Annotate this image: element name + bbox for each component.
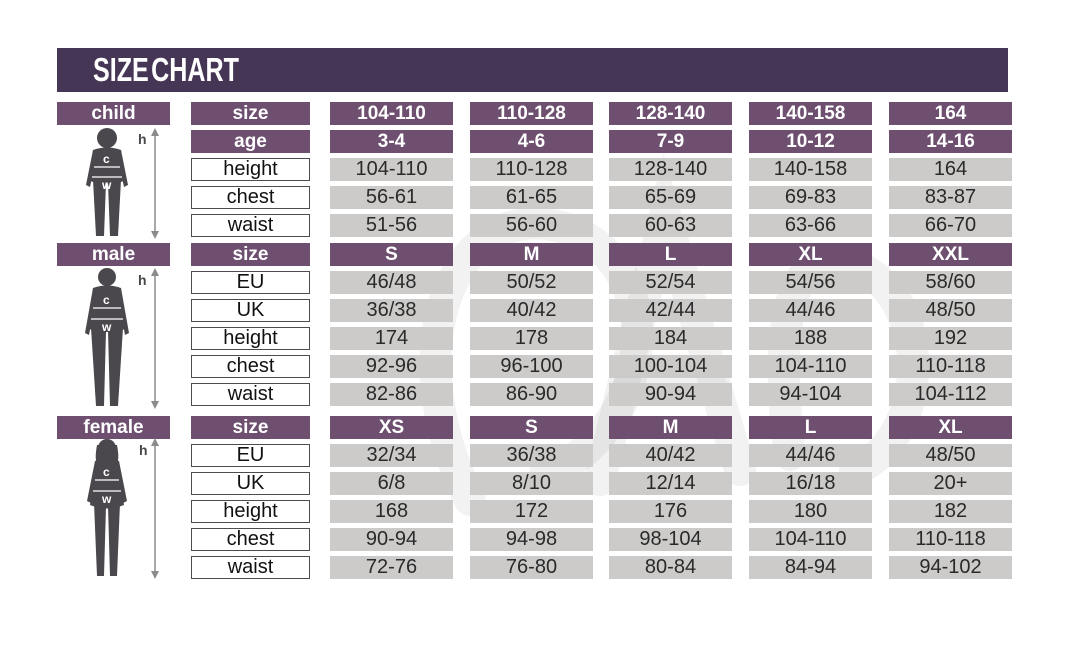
female-row-label-chest: chest (191, 528, 310, 551)
female-size-value: XS (330, 416, 453, 439)
female-waist-value: 94-102 (889, 556, 1012, 579)
female-EU-value: 40/42 (609, 444, 732, 467)
header-bar (57, 48, 1008, 92)
female-UK-value: 12/14 (609, 472, 732, 495)
female-row-label-waist: waist (191, 556, 310, 579)
child-height-value: 140-158 (749, 158, 872, 181)
female-size-value: S (470, 416, 593, 439)
male-size-value: S (330, 243, 453, 266)
male-UK-value: 40/42 (470, 299, 593, 322)
svg-text:h: h (138, 131, 147, 147)
male-EU-value: 54/56 (749, 271, 872, 294)
male-chest-value: 92-96 (330, 355, 453, 378)
child-row-label-height: height (191, 158, 310, 181)
female-chest-value: 94-98 (470, 528, 593, 551)
female-UK-value: 6/8 (330, 472, 453, 495)
child-chest-value: 83-87 (889, 186, 1012, 209)
page-title: SIZE CHART (93, 51, 239, 88)
child-waist-value: 66-70 (889, 214, 1012, 237)
child-row-label-age: age (191, 130, 310, 153)
female-UK-value: 20+ (889, 472, 1012, 495)
child-waist-value: 56-60 (470, 214, 593, 237)
child-row-label-chest: chest (191, 186, 310, 209)
child-row-label-waist: waist (191, 214, 310, 237)
svg-text:w: w (102, 178, 112, 192)
category-female: female (57, 416, 170, 439)
child-size-value: 128-140 (609, 102, 732, 125)
male-row-label-UK: UK (191, 299, 310, 322)
child-waist-value: 63-66 (749, 214, 872, 237)
male-silhouette-icon (60, 267, 172, 410)
child-age-value: 14-16 (889, 130, 1012, 153)
female-row-label-UK: UK (191, 472, 310, 495)
svg-text:w: w (102, 492, 112, 506)
male-row-label-chest: chest (191, 355, 310, 378)
child-size-value: 104-110 (330, 102, 453, 125)
female-size-value: M (609, 416, 732, 439)
male-row-label-size: size (191, 243, 310, 266)
female-chest-value: 90-94 (330, 528, 453, 551)
male-UK-value: 42/44 (609, 299, 732, 322)
child-size-value: 110-128 (470, 102, 593, 125)
svg-text:c: c (103, 465, 110, 479)
child-age-value: 3-4 (330, 130, 453, 153)
child-size-value: 140-158 (749, 102, 872, 125)
svg-text:c: c (103, 293, 110, 307)
child-height-value: 164 (889, 158, 1012, 181)
female-waist-value: 84-94 (749, 556, 872, 579)
male-UK-value: 36/38 (330, 299, 453, 322)
category-child: child (57, 102, 170, 125)
female-EU-value: 32/34 (330, 444, 453, 467)
male-UK-value: 48/50 (889, 299, 1012, 322)
child-height-value: 104-110 (330, 158, 453, 181)
male-waist-value: 104-112 (889, 383, 1012, 406)
child-silhouette-icon (60, 127, 172, 240)
male-EU-value: 46/48 (330, 271, 453, 294)
child-chest-value: 65-69 (609, 186, 732, 209)
male-height-value: 184 (609, 327, 732, 350)
male-chest-value: 104-110 (749, 355, 872, 378)
male-size-value: XL (749, 243, 872, 266)
child-chest-value: 61-65 (470, 186, 593, 209)
child-waist-value: 51-56 (330, 214, 453, 237)
male-height-value: 188 (749, 327, 872, 350)
male-height-value: 174 (330, 327, 453, 350)
child-height-value: 128-140 (609, 158, 732, 181)
female-waist-value: 80-84 (609, 556, 732, 579)
male-EU-value: 50/52 (470, 271, 593, 294)
female-height-value: 180 (749, 500, 872, 523)
female-chest-value: 98-104 (609, 528, 732, 551)
female-row-label-height: height (191, 500, 310, 523)
svg-text:h: h (138, 272, 147, 288)
female-chest-value: 104-110 (749, 528, 872, 551)
male-EU-value: 52/54 (609, 271, 732, 294)
male-waist-value: 82-86 (330, 383, 453, 406)
child-age-value: 10-12 (749, 130, 872, 153)
male-chest-value: 96-100 (470, 355, 593, 378)
female-row-label-EU: EU (191, 444, 310, 467)
male-row-label-waist: waist (191, 383, 310, 406)
child-height-value: 110-128 (470, 158, 593, 181)
child-chest-value: 69-83 (749, 186, 872, 209)
male-size-value: M (470, 243, 593, 266)
male-size-value: XXL (889, 243, 1012, 266)
child-waist-value: 60-63 (609, 214, 732, 237)
female-size-value: L (749, 416, 872, 439)
female-waist-value: 72-76 (330, 556, 453, 579)
female-chest-value: 110-118 (889, 528, 1012, 551)
svg-text:w: w (102, 320, 112, 334)
child-row-label-size: size (191, 102, 310, 125)
female-silhouette-icon (60, 437, 172, 580)
male-waist-value: 94-104 (749, 383, 872, 406)
male-waist-value: 90-94 (609, 383, 732, 406)
male-size-value: L (609, 243, 732, 266)
child-size-value: 164 (889, 102, 1012, 125)
male-chest-value: 100-104 (609, 355, 732, 378)
child-chest-value: 56-61 (330, 186, 453, 209)
male-waist-value: 86-90 (470, 383, 593, 406)
male-EU-value: 58/60 (889, 271, 1012, 294)
female-size-value: XL (889, 416, 1012, 439)
male-UK-value: 44/46 (749, 299, 872, 322)
female-EU-value: 48/50 (889, 444, 1012, 467)
child-age-value: 7-9 (609, 130, 732, 153)
male-row-label-EU: EU (191, 271, 310, 294)
female-height-value: 176 (609, 500, 732, 523)
male-chest-value: 110-118 (889, 355, 1012, 378)
female-height-value: 172 (470, 500, 593, 523)
female-EU-value: 36/38 (470, 444, 593, 467)
svg-text:c: c (103, 152, 110, 166)
category-male: male (57, 243, 170, 266)
female-row-label-size: size (191, 416, 310, 439)
female-UK-value: 8/10 (470, 472, 593, 495)
child-age-value: 4-6 (470, 130, 593, 153)
male-row-label-height: height (191, 327, 310, 350)
female-EU-value: 44/46 (749, 444, 872, 467)
female-waist-value: 76-80 (470, 556, 593, 579)
svg-text:h: h (139, 442, 148, 458)
male-height-value: 178 (470, 327, 593, 350)
female-height-value: 182 (889, 500, 1012, 523)
female-height-value: 168 (330, 500, 453, 523)
male-height-value: 192 (889, 327, 1012, 350)
female-UK-value: 16/18 (749, 472, 872, 495)
